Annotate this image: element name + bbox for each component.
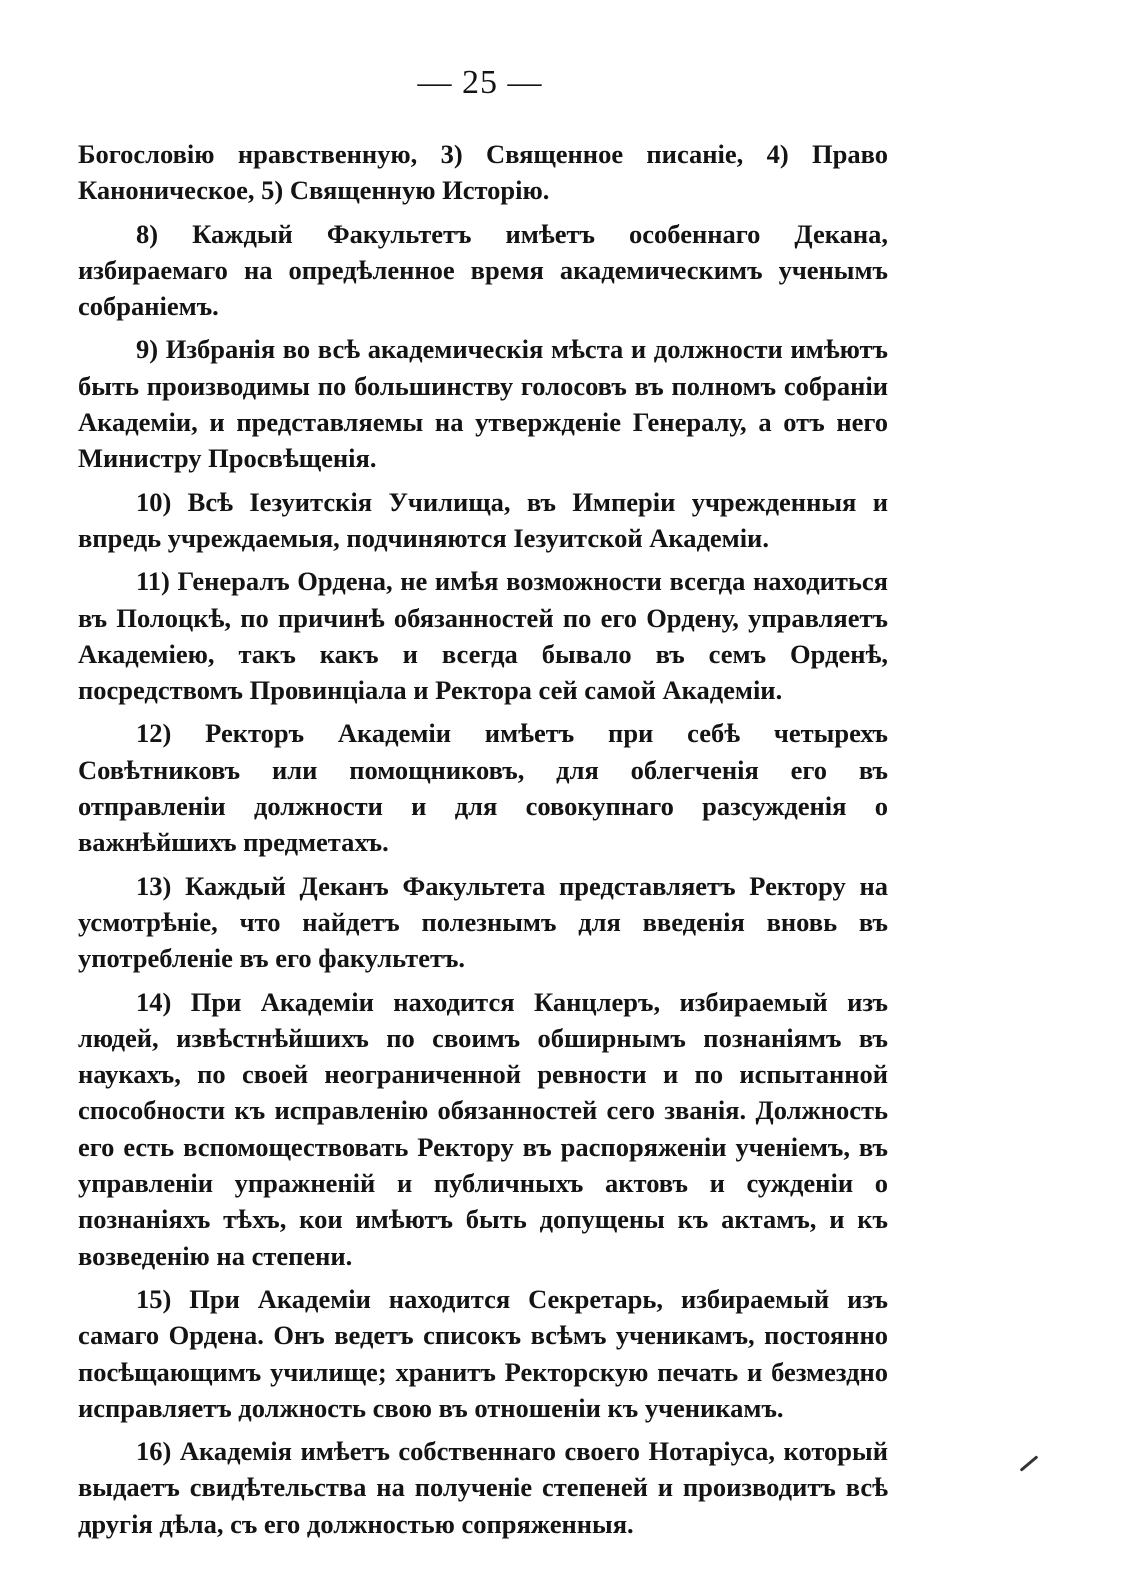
body-text — [78, 136, 888, 1542]
page-number: — 25 — — [417, 64, 543, 101]
paragraph-14: 14) При Академіи находится Канцлеръ, избираемый изъ людей, извѣстнѣйшихъ по своимъ обширнымъ познаніямъ въ наукахъ, по своей неограниченной ревности и по испытанной способности къ исправленію обязанностей сего званія. Должность его есть вспомоществовать Ректору въ распоряженіи ученіемъ, въ управленіи упражненій и публичныхъ актовъ и сужденіи о познаніяхъ тѣхъ, кои имѣютъ быть допущены къ актамъ, и къ возведенію на степени. — [78, 986, 888, 1271]
paragraph-13: 13) Каждый Деканъ Факультета представляетъ Ректору на усмотрѣніе, что найдетъ полезнымъ для введенія вновь въ употребленіе въ его факультетъ. — [78, 870, 888, 974]
paragraph-continuation: Богословію нравственную, 3) Священное писаніе, 4) Право Каноническое, 5) Священную Исторію. — [78, 139, 888, 206]
paragraph-9: 9) Избранія во всѣ академическія мѣста и должности имѣютъ быть производимы по большинству голосовъ въ полномъ собраніи Академіи, и представляемы на утвержденіе Генералу, а отъ него Министру Просвѣщенія. — [78, 334, 888, 474]
paragraph-8: 8) Каждый Факультетъ имѣетъ особеннаго Декана, избираемаго на опредѣленное время академическимъ ученымъ собраніемъ. — [78, 218, 888, 322]
paragraph-12: 12) Ректоръ Академіи имѣетъ при себѣ четырехъ Совѣтниковъ или помощниковъ, для облегченія его въ отправленіи должности и для совокупнаго разсужденія о важнѣйшихъ предметахъ. — [78, 718, 888, 858]
paragraph-16: 16) Академія имѣетъ собственнаго своего Нотаріуса, который выдаетъ свидѣтельства на полученіе степеней и производитъ всѣ другія дѣла, съ его должностью сопряженныя. — [78, 1436, 888, 1539]
paragraph-11: 11) Генералъ Ордена, не имѣя возможности всегда находиться въ Полоцкѣ, по причинѣ обязанностей по его Ордену, управляетъ Академіею, такъ какъ и всегда бывало въ семъ Орденѣ, посредствомъ Провинціала и Ректора сей самой Академіи. — [78, 566, 888, 706]
scan-speck-mark — [1020, 1455, 1039, 1471]
paragraph-10: 10) Всѣ Іезуитскія Училища, въ Имперіи учрежденныя и впредь учреждаемыя, подчиняются Іезуитской Академіи. — [78, 486, 888, 553]
paragraph-15: 15) При Академіи находится Секретарь, избираемый изъ самаго Ордена. Онъ ведетъ списокъ всѣмъ ученикамъ, постоянно посѣщающимъ училище; хранитъ Ректорскую печать и безмездно исправляетъ должность свою въ отношеніи къ ученикамъ. — [78, 1283, 888, 1423]
